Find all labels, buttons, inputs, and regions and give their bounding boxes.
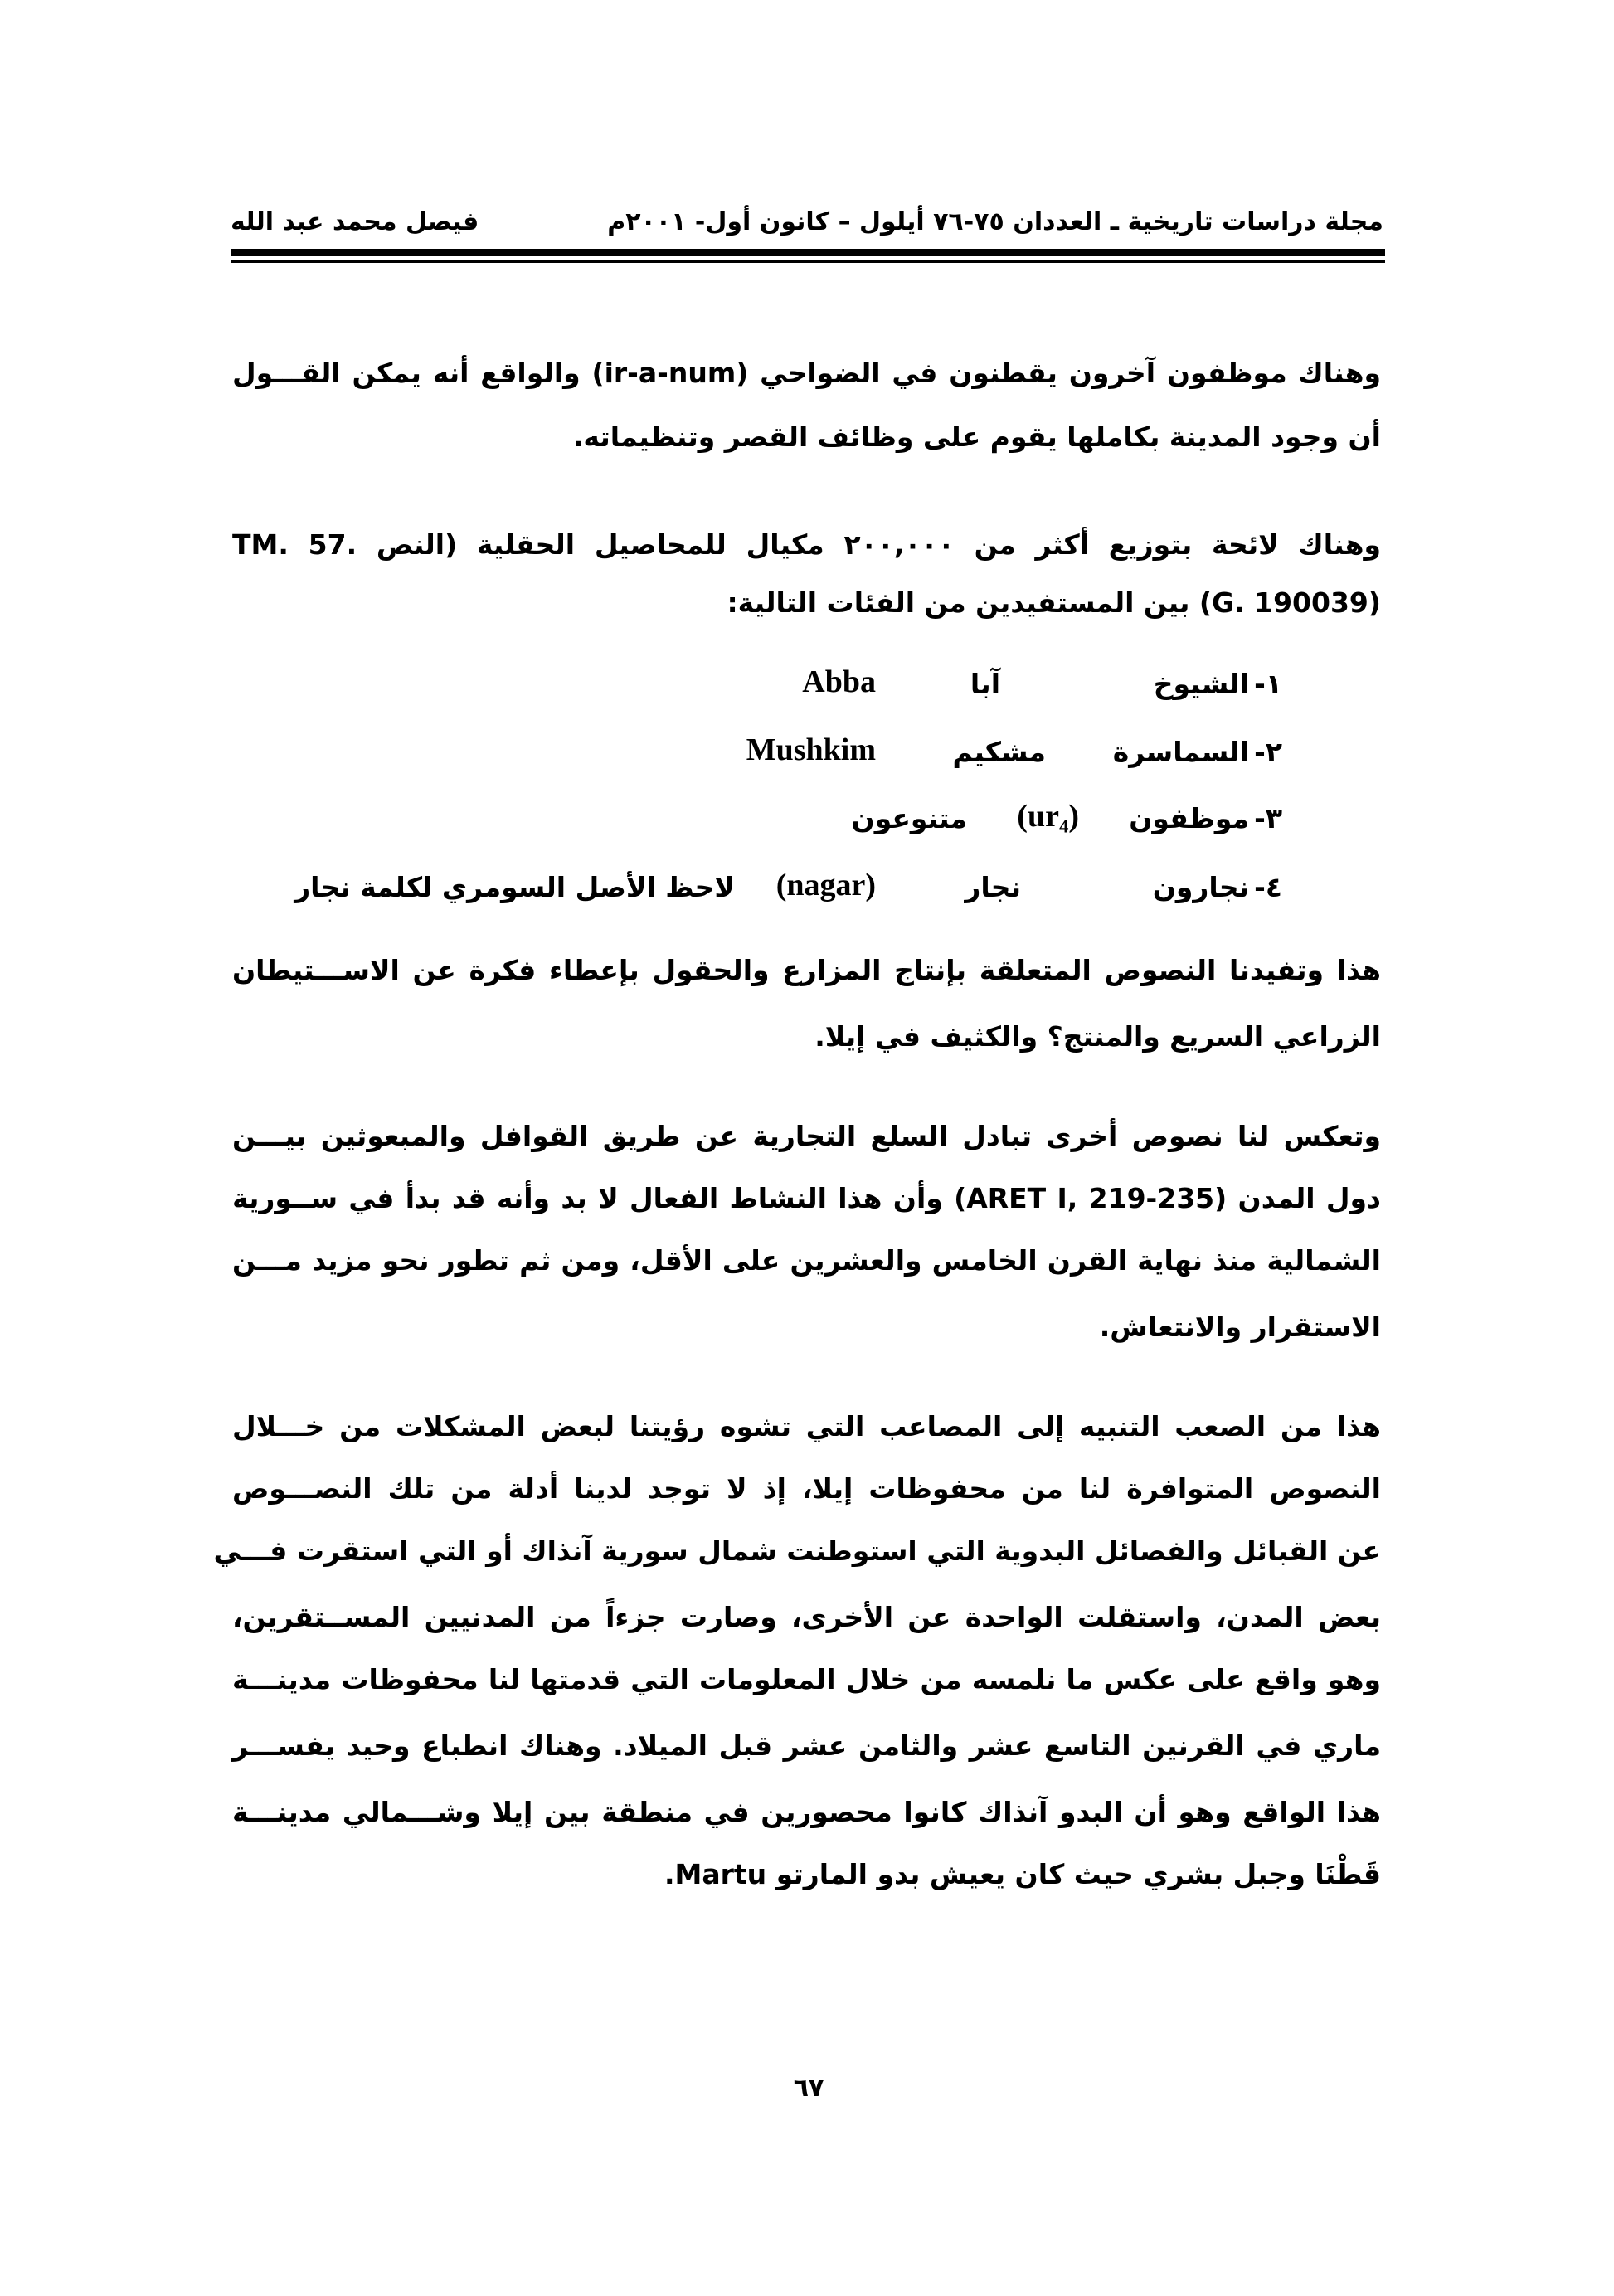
paragraph-line: الزراعي السريع والمنتج؟ والكثيف في إيلا. [814, 1020, 1381, 1053]
paragraph-line: هذا الواقع وهو أن البدو آنذاك كانوا محصورين في منطقة بين إيلا وشـــمالي مدينـــة [232, 1796, 1381, 1828]
header-rule-thin [231, 260, 1385, 263]
paragraph-line: الشمالية منذ نهاية القرن الخامس والعشرين على الأقل، ومن ثم تطور نحو مزيد مـــن [232, 1244, 1381, 1277]
list-item-latin: Abba [802, 664, 876, 699]
paragraph-line: وهناك لائحة بتوزيع أكثر من ٢٠٠,٠٠٠ مكيال للمحاصيل الحقلية (النص .TM. 57 [232, 528, 1381, 561]
paragraph-line: عن القبائل والفصائل البدوية التي استوطنت شمال سورية آنذاك أو التي استقرت فـــي [213, 1535, 1381, 1567]
list-item-arabic: السماسرة [1112, 736, 1249, 768]
paragraph-line: النصوص المتوافرة لنا من محفوظات إيلا، إذ لا توجد لدينا أدلة من تلك النصـــوص [232, 1472, 1381, 1505]
list-item-num: ٣- [1254, 802, 1282, 834]
paragraph-line: دول المدن (ARET I, 219-235) وأن هذا النشاط الفعال لا بد وأنه قد بدأ في ســورية [232, 1182, 1381, 1214]
list-item-num: ٤- [1254, 871, 1282, 903]
journal-title: مجلة دراسات تاريخية ـ العددان ٧٥-٧٦ أيلول – كانون أول- ٢٠٠١م [607, 207, 1383, 236]
page-number: ٦٧ [793, 2074, 824, 2103]
author-name: فيصل محمد عبد الله [231, 207, 479, 236]
list-item-translit: مشكيم [952, 736, 1046, 768]
list-item-num: ٢- [1254, 736, 1282, 768]
paragraph-line: وهو واقع على عكس ما نلمسه من خلال المعلومات التي قدمتها لنا محفوظات مدينـــة [232, 1663, 1381, 1695]
header-rule-thick [231, 249, 1385, 256]
paragraph-line: قَطْنَا وجبل بشري حيث كان يعيش بدو المارتو Martu. [664, 1858, 1381, 1890]
list-item-latin: (ur₄) [1017, 799, 1079, 834]
list-item-translit: آبا [970, 668, 1000, 700]
list-item-translit: متنوعون [851, 802, 967, 834]
paragraph-line: أن وجود المدينة بكاملها يقوم على وظائف القصر وتنظيماته. [572, 421, 1381, 453]
list-item-note: لاحظ الأصل السومري لكلمة نجار [294, 871, 735, 903]
paragraph-line: وهناك موظفون آخرون يقطنون في الضواحي (ir-a-num) والواقع أنه يمكن القـــول [232, 357, 1382, 389]
list-item-arabic: موظفون [1129, 802, 1249, 834]
paragraph-line: وتعكس لنا نصوص أخرى تبادل السلع التجارية عن طريق القوافل والمبعوثين بيـــن [232, 1120, 1381, 1152]
paragraph-line: بعض المدن، واستقلت الواحدة عن الأخرى، وصارت جزءاً من المدنيين المســتقرين، [232, 1601, 1381, 1633]
paragraph-line: (G. 190039) بين المستفيدين من الفئات التالية: [727, 586, 1381, 619]
list-item-num: ١- [1254, 668, 1282, 700]
list-item-arabic: نجارون [1152, 871, 1249, 903]
paragraph-line: ماري في القرنين التاسع عشر والثامن عشر قبل الميلاد. وهناك انطباع وحيد يفســـر [232, 1729, 1381, 1762]
list-item-arabic: الشيوخ [1153, 668, 1249, 700]
paragraph-line: هذا من الصعب التنبيه إلى المصاعب التي تشوه رؤيتنا لبعض المشكلات من خـــلال [232, 1410, 1381, 1442]
paragraph-line: الاستقرار والانتعاش. [1099, 1311, 1381, 1343]
paragraph-line: هذا وتفيدنا النصوص المتعلقة بإنتاج المزارع والحقول بإعطاء فكرة عن الاســـتيطان [232, 954, 1381, 986]
running-header [231, 207, 1383, 249]
list-item-latin: (nagar) [775, 868, 876, 902]
list-item-translit: نجار [965, 871, 1021, 903]
list-item-latin: Mushkim [746, 732, 876, 767]
